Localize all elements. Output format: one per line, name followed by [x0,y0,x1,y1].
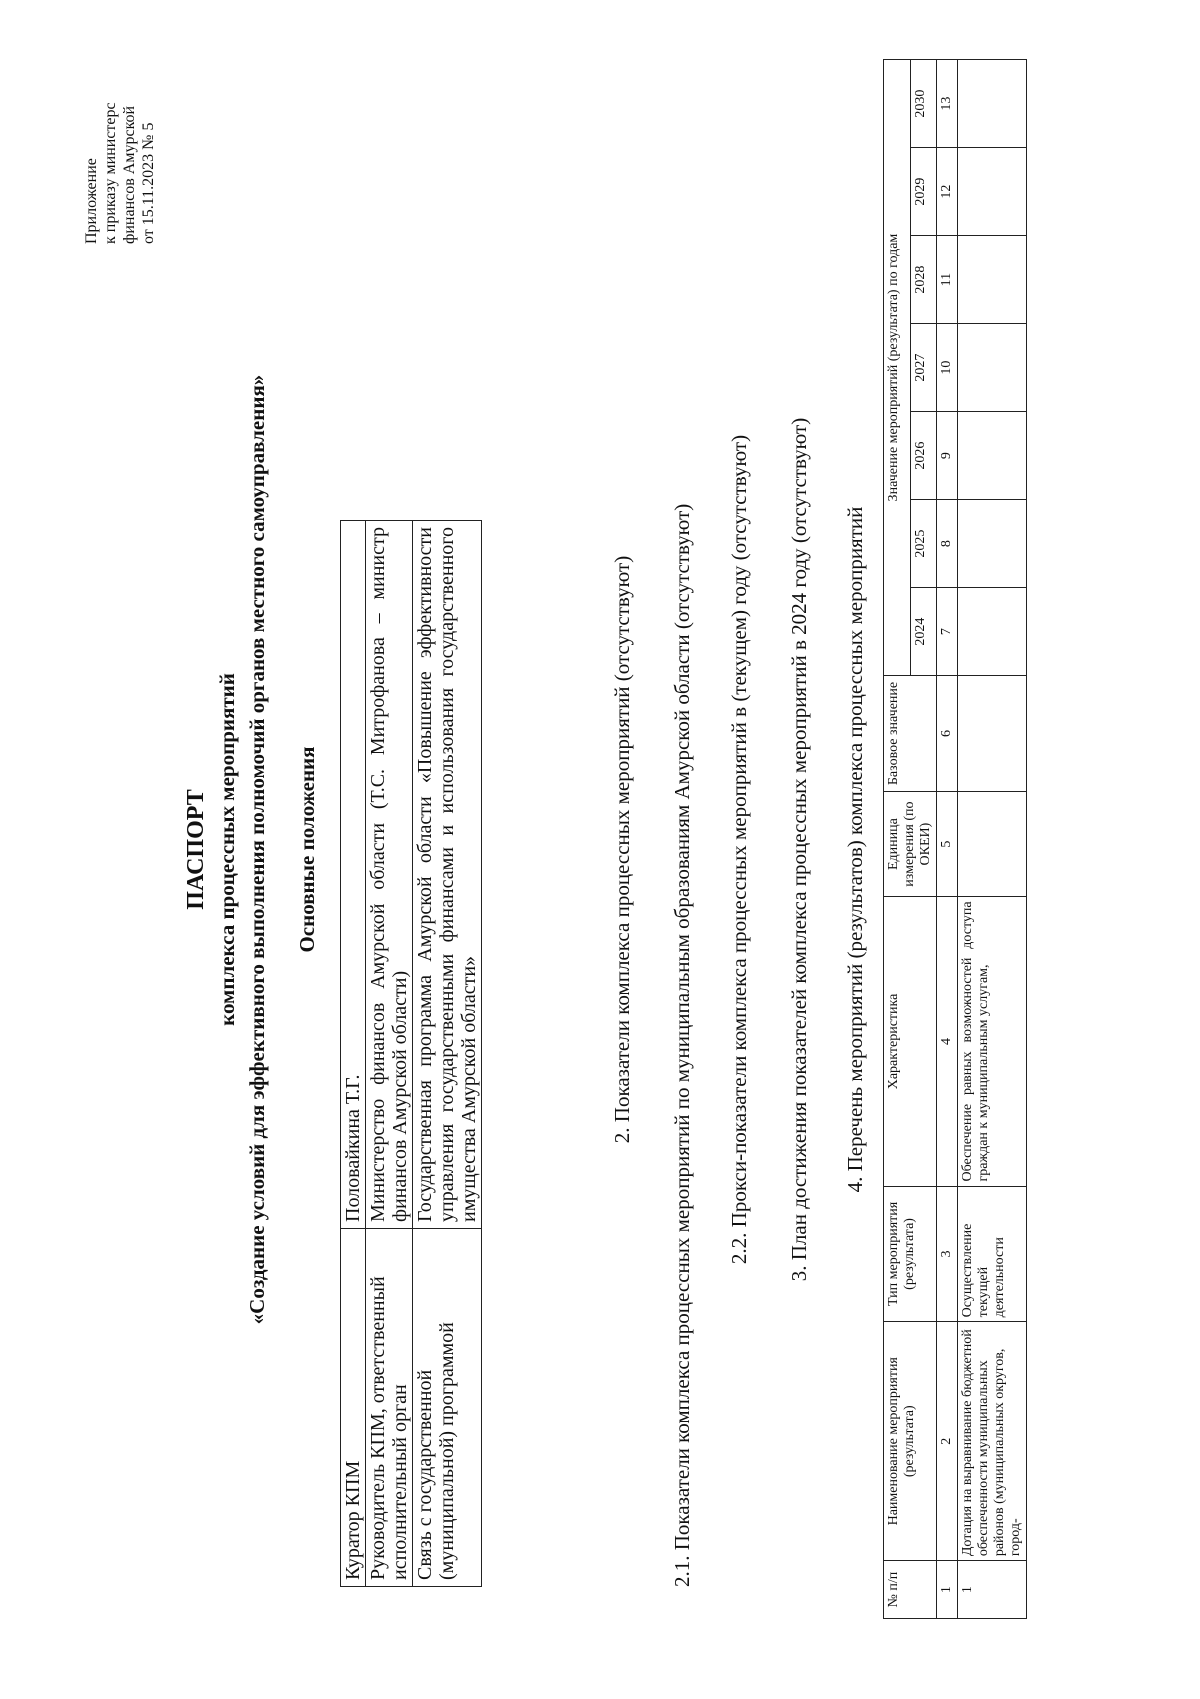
row-year-value [958,324,1027,412]
header-year: 2025 [910,500,937,588]
header-base-value: Базовое значение [884,676,937,792]
row-year-value [958,236,1027,324]
column-number: 13 [937,60,958,148]
row-year-value [958,588,1027,676]
column-number: 10 [937,324,958,412]
header-name: Наименование мероприятия (результата) [884,1322,937,1561]
header-characteristic: Характеристика [884,897,937,1186]
column-number: 1 [937,1561,958,1619]
row-base-value [958,676,1027,792]
column-number: 8 [937,500,958,588]
row-name: Дотация на выравнивание бюджетной обеспеченности муниципальных районов (муниципальных округов, город- [958,1322,1027,1561]
document-title: ПАСПОРТ [183,789,209,910]
header-year: 2027 [910,324,937,412]
row-unit [958,791,1027,897]
header-year: 2030 [910,60,937,148]
column-number: 6 [937,676,958,792]
column-number: 7 [937,588,958,676]
table-column-number-row [937,60,958,1619]
appendix-line: Приложение [83,158,100,244]
table-cell-key: Куратор КПМ [341,1229,366,1587]
header-year: 2024 [910,588,937,676]
section-heading-plan: 3. План достижения показателей комплекса процессных мероприятий в 2024 году (отсутствуют) [787,417,811,1282]
table-header-row [884,60,911,1619]
events-table [883,59,1027,1619]
column-number: 4 [937,897,958,1186]
table-row [341,521,366,1587]
table-row [958,60,1027,1619]
appendix-line: от 15.11.2023 № 5 [140,122,157,244]
document-subtitle: комплекса процессных мероприятий [215,673,239,1026]
table-row [366,521,413,1587]
row-year-value [958,500,1027,588]
appendix-note [82,102,158,244]
header-unit: Единица измерения (по ОКЕИ) [884,791,937,897]
row-year-value [958,412,1027,500]
header-year: 2028 [910,236,937,324]
header-values-by-year: Значение мероприятий (результата) по годам [884,60,911,676]
row-num: 1 [958,1561,1027,1619]
section-heading-events: 4. Перечень мероприятий (результатов) комплекса процессных мероприятий [843,506,867,1193]
column-number: 3 [937,1186,958,1322]
header-year: 2029 [910,148,937,236]
section-heading-indicators: 2. Показатели комплекса процессных мероприятий (отсутствуют) [610,555,634,1144]
table-cell-value: Половайкина Т.Г. [341,521,366,1229]
header-num: № п/п [884,1561,937,1619]
column-number: 12 [937,148,958,236]
appendix-line: к приказу министерс [102,102,119,244]
column-number: 9 [937,412,958,500]
row-year-value [958,148,1027,236]
section-heading-municipal-indicators: 2.1. Показатели комплекса процессных мероприятий по муниципальным образованиям Амурской области (отсутствуют) [670,503,694,1587]
row-characteristic: Обеспечение равных возможностей доступа граждан к муниципальным услугам, [958,897,1027,1186]
table-cell-key: Руководитель КПМ, ответственный исполнительный орган [366,1229,413,1587]
table-row [413,521,482,1587]
table-cell-value: Государственная программа Амурской области «Повышение эффективности управления государственными финансами и использования государственного имущества Амурской области» [413,521,482,1229]
section-heading-basics: Основные положения [295,746,319,953]
header-type: Тип мероприятия (результата) [884,1186,937,1322]
column-number: 5 [937,791,958,897]
row-type: Осуществление текущей деятельности [958,1186,1027,1322]
basics-table [340,520,482,1587]
program-name: «Создание условий для эффективного выполнения полномочий органов местного самоуправления» [245,374,269,1325]
row-year-value [958,60,1027,148]
section-heading-proxy-indicators: 2.2. Прокси-показатели комплекса процессных мероприятий в (текущем) году (отсутствуют) [727,434,751,1265]
header-year: 2026 [910,412,937,500]
column-number: 2 [937,1322,958,1561]
table-cell-value: Министерство финансов Амурской области (Т.С. Митрофанова – министр финансов Амурской области) [366,521,413,1229]
appendix-line: финансов Амурской [121,105,138,244]
column-number: 11 [937,236,958,324]
table-cell-key: Связь с государственной (муниципальной) программой [413,1229,482,1587]
